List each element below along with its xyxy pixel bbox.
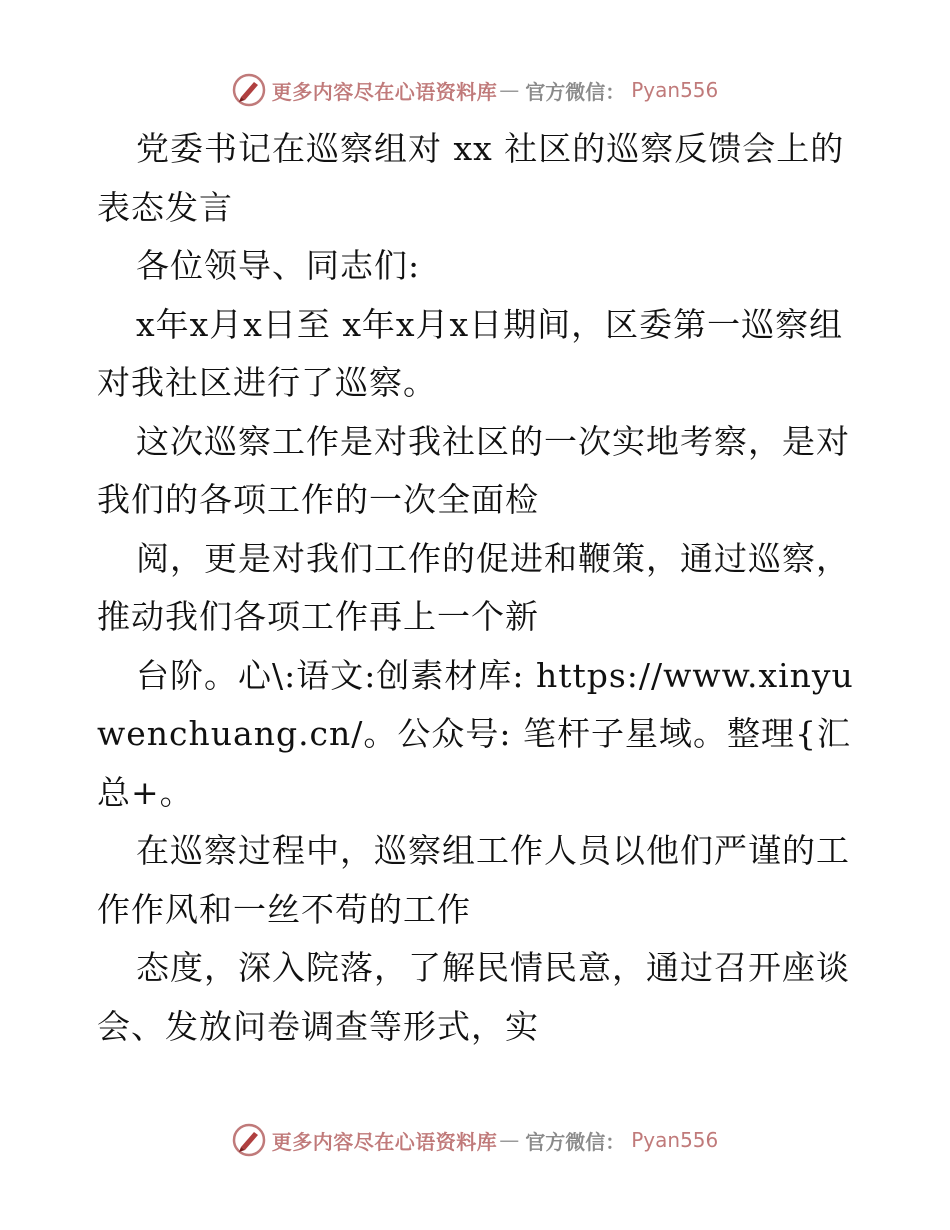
footer-wechat-id: Pyan556 — [631, 1128, 719, 1152]
footer-dash: — — [499, 1128, 520, 1152]
header-banner — [0, 70, 950, 110]
document-paragraph: 这次巡察工作是对我社区的一次实地考察，是对我们的各项工作的一次全面检 — [97, 421, 850, 519]
pen-logo-icon — [232, 1123, 266, 1157]
document-paragraph: 台阶。心\:语文:创素材库: https://www.xinyuwenchuang.cn/。公众号: 笔杆子星域。整理{汇总+。 — [97, 655, 854, 812]
document-paragraph: x年x月x日至 x年x月x日期间，区委第一巡察组对我社区进行了巡察。 — [97, 304, 844, 402]
document-body — [97, 120, 857, 1056]
pen-logo-icon — [232, 73, 266, 107]
footer-banner — [0, 1120, 950, 1160]
document-paragraph: 在巡察过程中，巡察组工作人员以他们严谨的工作作风和一丝不苟的工作 — [97, 831, 850, 929]
document-paragraph: 阅，更是对我们工作的促进和鞭策，通过巡察，推动我们各项工作再上一个新 — [97, 538, 850, 636]
header-banner-text: 更多内容尽在心语资料库 — [271, 79, 498, 104]
footer-banner-text: 更多内容尽在心语资料库 — [271, 1129, 498, 1154]
header-dash: — — [499, 78, 520, 102]
document-title: 党委书记在巡察组对 xx 社区的巡察反馈会上的表态发言 — [97, 129, 845, 227]
header-wechat-id: Pyan556 — [631, 78, 719, 102]
document-salutation: 各位领导、同志们: — [136, 246, 421, 285]
footer-wechat-label: 官方微信： — [525, 1129, 626, 1154]
document-paragraph: 态度，深入院落，了解民情民意，通过召开座谈会、发放问卷调查等形式，实 — [97, 948, 850, 1046]
header-wechat-label: 官方微信： — [525, 79, 626, 104]
